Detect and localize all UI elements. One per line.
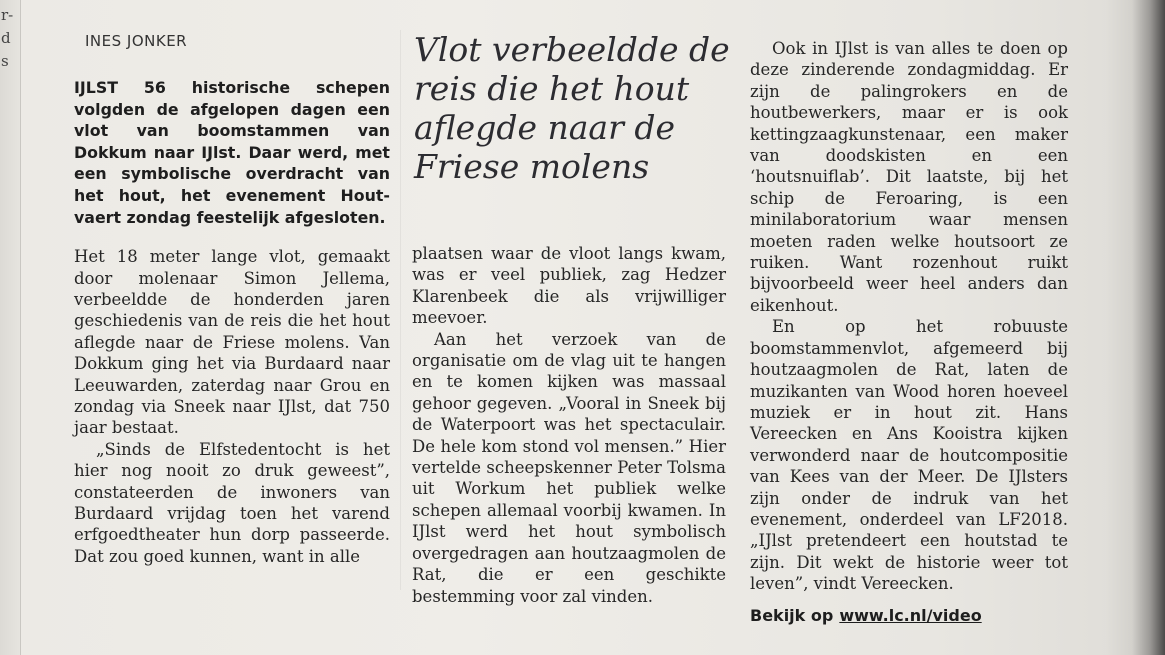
video-callout-label: Bekijk op [750,606,834,625]
margin-fragment: s [1,52,9,70]
article-column-3 [750,38,1068,595]
right-page-edge [1105,0,1165,655]
article-column-2 [412,243,726,607]
article-paragraph: Aan het verzoek van de organisatie om de vlag uit te hangen en te komen kijken was massaal gehoor gegeven. „Vooral in Sneek bij de Waterpoort was het spectaculair. De hele kom stond vol mensen.” Hier vertelde scheepskenner Peter Tolsma uit Workum het publiek welke schepen allemaal voorbij kwamen. In IJlst werd het hout symbolisch overgedragen aan houtzaagmolen de Rat, die er een geschikte bestemming voor zal vinden. [412,329,726,606]
article-lead: IJLST 56 historische schepen volgden de afgelopen dagen een vlot van boomstammen van Dokkum naar IJlst. Daar werd, met een symbolische overdracht van het hout, het evenement Hout-vaert zondag feestelijk afgesloten. [74,78,390,227]
article-paragraph: En op het robuuste boomstammenvlot, afgemeerd bij houtzaagmolen de Rat, laten de muzikanten van Wood horen hoeveel muziek er in hout zit. Hans Vereecken en Ans Kooistra kijken verwonderd naar de houtcompositie van Kees van der Meer. De IJlsters zijn onder de indruk van het evenement, onderdeel van LF2018. „IJlst pretendeert een houtstad te zijn. Dit wekt de historie weer tot leven”, vindt Vereecken. [750,317,1068,594]
video-callout [750,606,982,625]
video-link[interactable]: www.lc.nl/video [839,606,982,625]
left-page-edge [0,0,21,655]
article-paragraph: Het 18 meter lange vlot, gemaakt door molenaar Simon Jellema, verbeeldde de honderden jaren geschiedenis van de reis die het hout aflegde naar de Friese molens. Van Dokkum ging het via Burdaard naar Leeuwarden, zaterdag naar Grou en zondag via Sneek naar IJlst, dat 750 jaar bestaat. [74,247,390,438]
author-byline: INES JONKER [85,32,188,50]
article-headline: Vlot verbeeldde de reis die het hout aflegde naar de Friese molens [414,30,730,186]
article-column-1 [74,77,390,567]
column-rule [400,30,401,590]
article-paragraph: Ook in IJlst is van alles te doen op deze zinderende zondagmiddag. Er zijn de palingrokers en de houtbewerkers, maar er is ook kettingzaagkunstenaar, een maker van doodskisten en een ‘houtsnuiflab’. Dit laatste, bij het schip de Feroaring, is een minilaboratorium waar mensen moeten raden welke houtsoort ze ruiken. Want rozenhout ruikt bijvoorbeeld weer heel anders dan eikenhout. [750,39,1068,315]
article-paragraph: plaatsen waar de vloot langs kwam, was er veel publiek, zag Hedzer Klarenbeek die als vrijwilliger meevoer. [412,244,726,328]
margin-fragment: r- [1,6,14,24]
margin-fragment: d [1,29,11,47]
article-paragraph: „Sinds de Elfstedentocht is het hier nog nooit zo druk geweest”, constateerden de inwoners van Burdaard vrijdag toen het varend erfgoedtheater hun dorp passeerde. Dat zou goed kunnen, want in alle [74,439,390,566]
